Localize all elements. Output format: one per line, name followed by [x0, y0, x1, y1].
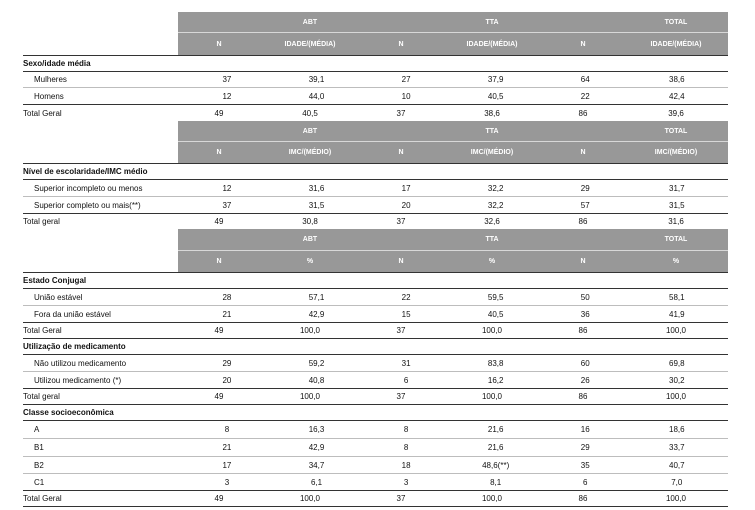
- cell: 40,5: [487, 91, 504, 101]
- table-row-total: [23, 323, 728, 338]
- cell: 100,0: [665, 392, 687, 401]
- row-label: Superior incompleto ou menos: [34, 183, 143, 193]
- cell: 57: [580, 200, 590, 210]
- cell: 48,6(**): [482, 460, 510, 470]
- table-row-total: [23, 214, 728, 229]
- section-title-text: Utilização de medicamento: [23, 342, 126, 351]
- cell: 39,1: [308, 74, 325, 84]
- cell: 6: [583, 477, 588, 487]
- cell: 32,6: [484, 217, 500, 226]
- row-label: Homens: [34, 91, 64, 101]
- table-row: [23, 439, 728, 456]
- header-groups-2: [23, 121, 728, 141]
- header-tta: TTA: [485, 236, 499, 243]
- header-n: N: [216, 149, 222, 156]
- cell: 37: [396, 108, 406, 118]
- header-n: N: [580, 149, 586, 156]
- header-groups-1: [23, 12, 728, 32]
- cell: 38,6: [484, 108, 500, 118]
- header-pct: %: [306, 258, 314, 265]
- cell: 57,1: [308, 292, 325, 302]
- cell: 8: [403, 443, 409, 452]
- cell: 6,1: [310, 477, 323, 487]
- section-title: [23, 273, 728, 288]
- cell: 86: [578, 326, 588, 335]
- section-title-text: Classe socioeconômica: [23, 408, 114, 417]
- row-label: B2: [34, 460, 44, 470]
- cell: 36: [580, 309, 590, 319]
- cell: 49: [214, 326, 224, 335]
- cell: 40,5: [302, 108, 318, 118]
- section-title-text: Nível de escolaridade/IMC médio: [23, 167, 148, 176]
- cell: 49: [214, 392, 224, 401]
- cell: 100,0: [481, 494, 503, 503]
- cell: 27: [401, 74, 411, 84]
- cell: 12: [222, 91, 232, 101]
- row-label: Total Geral: [23, 108, 62, 118]
- cell: 100,0: [299, 494, 321, 503]
- header-n: N: [398, 149, 404, 156]
- cell: 6: [403, 375, 409, 385]
- cell: 29: [580, 183, 590, 193]
- cell: 86: [578, 217, 588, 226]
- cell: 50: [580, 292, 590, 302]
- table-row-total: [23, 389, 728, 404]
- header-n: N: [398, 258, 404, 265]
- table-row: [23, 88, 728, 104]
- cell: 31,6: [668, 217, 684, 226]
- header-cols-3: [23, 251, 728, 272]
- cell: 16,3: [308, 425, 325, 434]
- table-row: [23, 372, 728, 388]
- cell: 32,2: [487, 183, 504, 193]
- cell: 18: [401, 460, 411, 470]
- header-n: N: [580, 258, 586, 265]
- cell: 37,9: [487, 74, 504, 84]
- header-total: TOTAL: [664, 236, 688, 243]
- cell: 41,9: [669, 309, 685, 319]
- cell: 34,7: [308, 460, 325, 470]
- header-n: N: [398, 40, 404, 48]
- cell: 26: [580, 375, 590, 385]
- cell: 29: [222, 358, 232, 368]
- cell: 40,8: [308, 375, 325, 385]
- cell: 49: [214, 108, 224, 118]
- table-row: [23, 71, 728, 87]
- row-label: Total Geral: [23, 494, 62, 503]
- header-imc: IMC/(MÉDIO): [654, 149, 698, 156]
- cell: 37: [222, 74, 232, 84]
- cell: 100,0: [665, 326, 687, 335]
- cell: 21: [222, 443, 232, 452]
- table-row: [23, 197, 728, 213]
- cell: 44,0: [308, 91, 325, 101]
- cell: 8: [403, 425, 409, 434]
- header-n: N: [216, 40, 222, 48]
- cell: 17: [401, 183, 411, 193]
- section-title: [23, 56, 728, 71]
- header-n: N: [216, 258, 222, 265]
- table-row: [23, 421, 728, 438]
- header-abt: ABT: [302, 18, 318, 26]
- cell: 40,7: [669, 460, 685, 470]
- table-row: [23, 457, 728, 473]
- row-label: A: [34, 425, 40, 434]
- row-label: Total geral: [23, 217, 60, 226]
- cell: 86: [578, 392, 588, 401]
- header-abt: ABT: [302, 127, 318, 135]
- header-imc: IMC/(MÉDIO): [470, 149, 514, 156]
- cell: 58,1: [669, 292, 685, 302]
- cell: 15: [401, 309, 411, 319]
- header-total: TOTAL: [664, 127, 688, 135]
- table-row-total: [23, 105, 728, 121]
- header-cols-1: [23, 33, 728, 55]
- cell: 37: [396, 392, 406, 401]
- header-abt: ABT: [302, 236, 318, 243]
- cell: 86: [578, 108, 588, 118]
- cell: 31,7: [669, 183, 685, 193]
- cell: 37: [222, 200, 232, 210]
- cell: 16: [580, 425, 590, 434]
- cell: 31,5: [308, 200, 325, 210]
- cell: 49: [214, 494, 224, 503]
- cell: 37: [396, 326, 406, 335]
- cell: 42,9: [308, 309, 325, 319]
- header-imc: IMC/(MÉDIO): [288, 149, 332, 156]
- section-title: [23, 339, 728, 354]
- header-pct: %: [672, 258, 680, 265]
- cell: 17: [222, 460, 232, 470]
- cell: 12: [222, 183, 232, 193]
- section-title: [23, 405, 728, 420]
- cell: 22: [401, 292, 411, 302]
- header-pct: %: [488, 258, 496, 265]
- cell: 42,9: [308, 443, 325, 452]
- cell: 83,8: [487, 358, 504, 368]
- header-idade: IDADE/(MÉDIA): [466, 40, 518, 48]
- cell: 28: [222, 292, 232, 302]
- header-idade: IDADE/(MÉDIA): [650, 40, 702, 48]
- row-label: Não utilizou medicamento: [34, 358, 127, 368]
- cell: 39,6: [668, 108, 684, 118]
- header-tta: TTA: [485, 18, 499, 26]
- cell: 38,6: [669, 74, 685, 84]
- cell: 21: [222, 309, 232, 319]
- cell: 59,5: [487, 292, 504, 302]
- cell: 30,2: [669, 375, 685, 385]
- table-row: [23, 289, 728, 305]
- cell: 100,0: [481, 326, 503, 335]
- row-label: B1: [34, 443, 44, 452]
- cell: 100,0: [665, 494, 687, 503]
- cell: 18,6: [669, 425, 685, 434]
- cell: 8,1: [490, 477, 502, 487]
- cell: 69,8: [669, 358, 685, 368]
- cell: 35: [580, 460, 590, 470]
- cell: 7,0: [671, 477, 683, 487]
- row-label: Total Geral: [23, 326, 62, 335]
- cell: 31,5: [669, 200, 685, 210]
- row-label: C1: [34, 477, 45, 487]
- row-label: União estável: [34, 292, 83, 302]
- section-title: [23, 164, 728, 179]
- header-cols-2: [23, 142, 728, 163]
- header-idade: IDADE/(MÉDIA): [284, 40, 336, 48]
- cell: 100,0: [299, 326, 321, 335]
- table-row: [23, 180, 728, 196]
- cell: 60: [580, 358, 590, 368]
- cell: 32,2: [487, 200, 504, 210]
- cell: 21,6: [487, 425, 504, 434]
- cell: 30,8: [302, 217, 318, 226]
- cell: 8: [224, 425, 230, 434]
- row-label: Utilizou medicamento (*): [34, 375, 122, 385]
- row-label: Superior completo ou mais(**): [34, 200, 141, 210]
- row-label: Total geral: [23, 392, 60, 401]
- cell: 22: [580, 91, 590, 101]
- cell: 20: [401, 200, 411, 210]
- cell: 64: [580, 74, 590, 84]
- cell: 49: [214, 217, 224, 226]
- cell: 37: [396, 217, 406, 226]
- cell: 31,6: [308, 183, 325, 193]
- row-label: Fora da união estável: [34, 309, 111, 319]
- cell: 3: [224, 477, 230, 487]
- cell: 31: [401, 358, 411, 368]
- cell: 37: [396, 494, 406, 503]
- cell: 42,4: [669, 91, 685, 101]
- table-row: [23, 474, 728, 490]
- cell: 10: [401, 91, 411, 101]
- header-n: N: [580, 40, 586, 48]
- table-row: [23, 306, 728, 322]
- header-groups-3: [23, 229, 728, 250]
- cell: 59,2: [308, 358, 325, 368]
- header-tta: TTA: [485, 127, 499, 135]
- table-row-total: [23, 491, 728, 506]
- cell: 40,5: [487, 309, 504, 319]
- section-title-text: Sexo/idade média: [23, 59, 91, 68]
- cell: 100,0: [299, 392, 321, 401]
- cell: 33,7: [669, 443, 685, 452]
- cell: 20: [222, 375, 232, 385]
- cell: 29: [580, 443, 590, 452]
- header-total: TOTAL: [664, 18, 688, 26]
- cell: 21,6: [487, 443, 504, 452]
- row-label: Mulheres: [34, 74, 67, 84]
- cell: 100,0: [481, 392, 503, 401]
- table-row: [23, 355, 728, 371]
- cell: 16,2: [487, 375, 504, 385]
- cell: 86: [578, 494, 588, 503]
- cell: 3: [403, 477, 409, 487]
- section-title-text: Estado Conjugal: [23, 276, 87, 285]
